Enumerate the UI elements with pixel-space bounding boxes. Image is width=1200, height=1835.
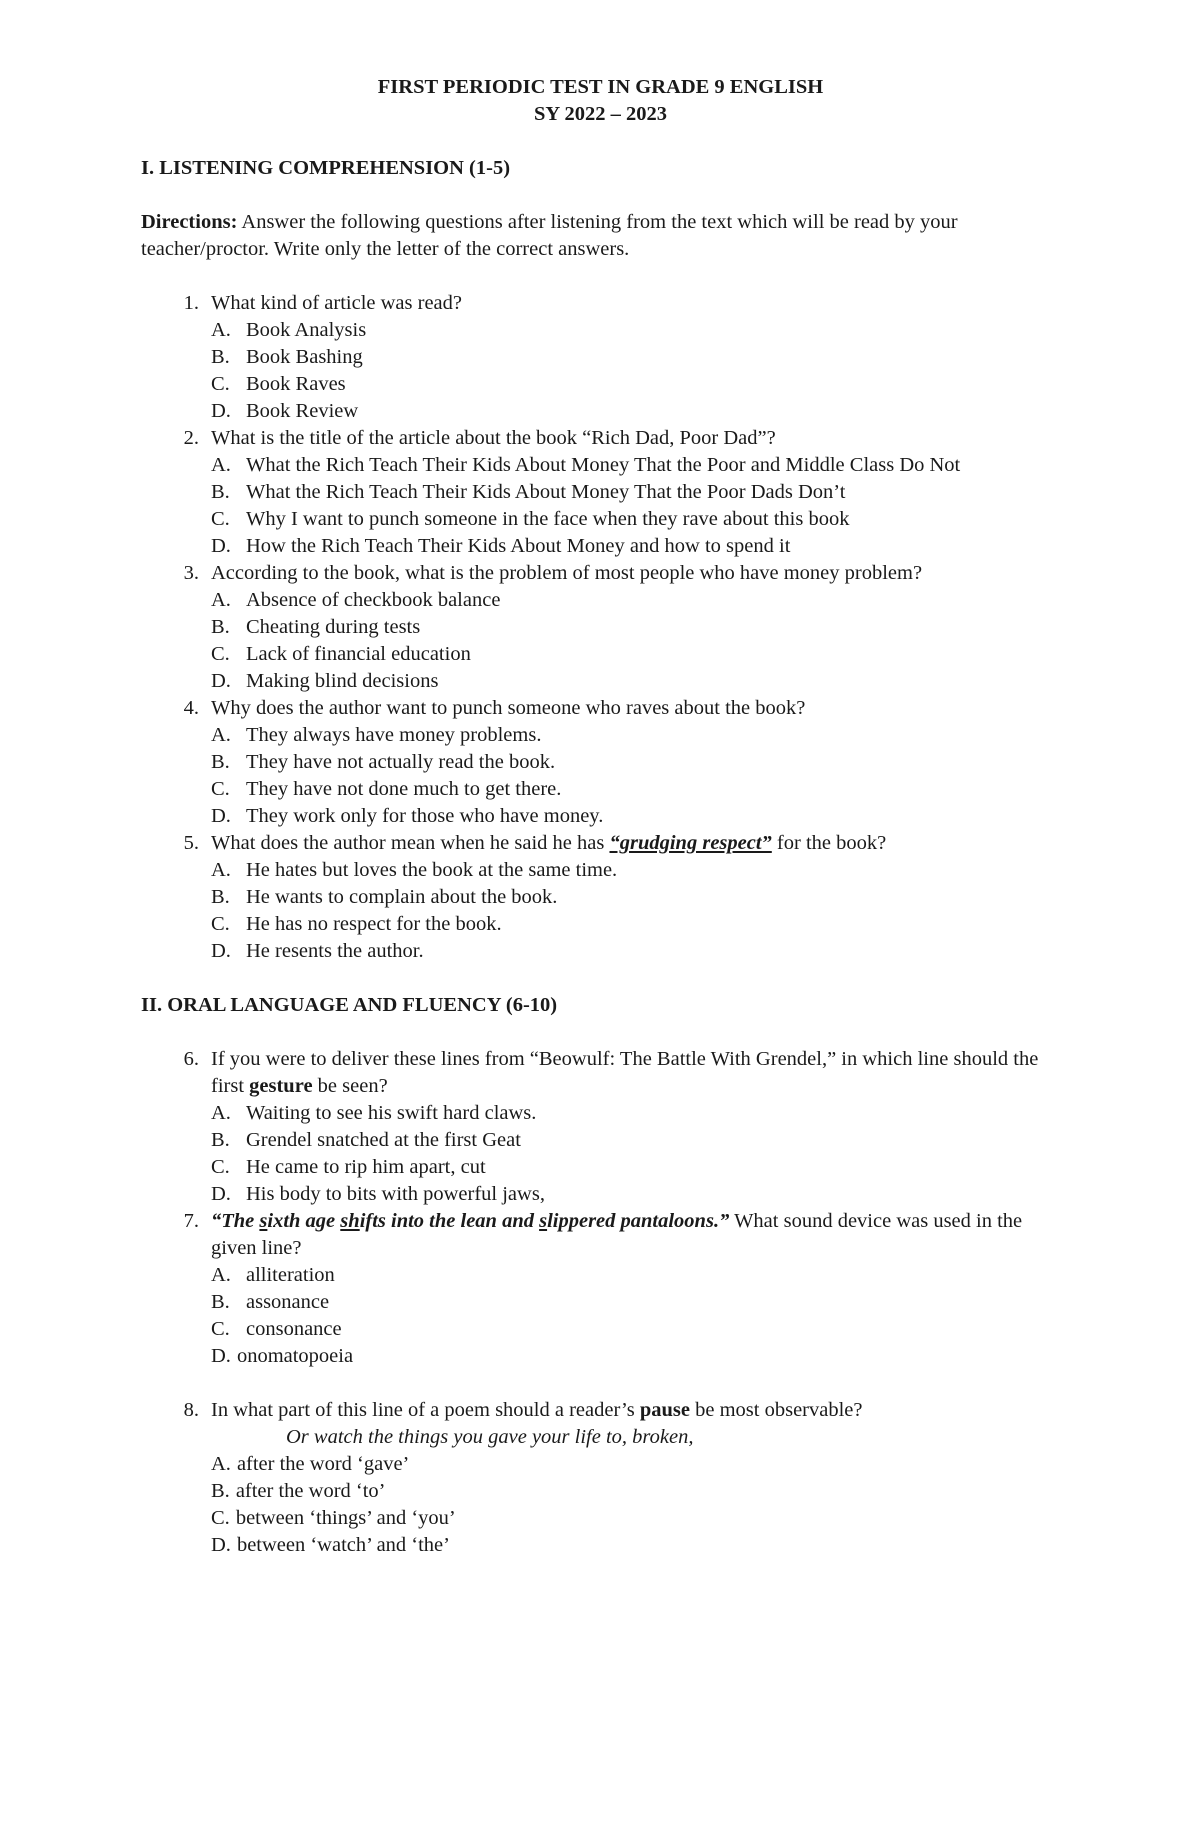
quote-part: “The <box>211 1210 260 1232</box>
question-text <box>211 830 1060 857</box>
option-7b <box>141 1289 1060 1316</box>
option-text: Book Analysis <box>246 319 367 341</box>
option-text: onomatopoeia <box>236 1345 354 1367</box>
question-number: 3. <box>183 562 199 584</box>
option-letter: B. <box>211 346 230 368</box>
option-text: alliteration <box>246 1264 335 1286</box>
option-letter: D. <box>211 400 231 422</box>
option-letter: C. <box>211 373 230 395</box>
option-3c <box>141 641 1060 668</box>
option-text: Cheating during tests <box>246 616 421 638</box>
quote-part: ifts into the lean and <box>359 1210 540 1232</box>
directions-text: Answer the following questions after listening from the text which will be read by your teacher/proctor. Write only the letter of the correct answers. <box>141 211 958 260</box>
option-letter: A. <box>211 724 231 746</box>
option-text: He wants to complain about the book. <box>246 886 558 908</box>
underlined-sound: s <box>539 1210 548 1232</box>
option-letter: B. <box>211 481 230 503</box>
quoted-line <box>211 1210 729 1232</box>
option-text: What the Rich Teach Their Kids About Money That the Poor Dads Don’t <box>246 481 846 503</box>
option-letter: D. <box>211 670 231 692</box>
option-4b <box>141 749 1060 776</box>
option-4a <box>141 722 1060 749</box>
option-letter: B. <box>211 616 230 638</box>
option-text: between ‘things’ and ‘you’ <box>235 1507 456 1529</box>
option-text: He came to rip him apart, cut <box>246 1156 486 1178</box>
option-1c <box>141 371 1060 398</box>
option-letter: D. <box>211 1183 231 1205</box>
option-text: between ‘watch’ and ‘the’ <box>236 1534 450 1556</box>
option-4c <box>141 776 1060 803</box>
option-text: Lack of financial education <box>246 643 471 665</box>
option-letter: C. <box>211 1156 230 1178</box>
option-6c <box>141 1154 1060 1181</box>
bold-keyword: gesture <box>249 1075 313 1097</box>
option-letter: A. <box>211 454 231 476</box>
option-text: assonance <box>246 1291 330 1313</box>
underlined-sound: sh <box>340 1210 360 1232</box>
question-text-part: What does the author mean when he said he has <box>211 832 610 854</box>
question-number: 1. <box>183 292 199 314</box>
option-6a <box>141 1100 1060 1127</box>
option-text: How the Rich Teach Their Kids About Money and how to spend it <box>246 535 791 557</box>
option-letter: C. <box>211 1318 230 1340</box>
option-2a <box>141 452 1060 479</box>
question-text <box>211 1046 1060 1100</box>
option-text: They work only for those who have money. <box>246 805 604 827</box>
option-letter: D. <box>211 805 231 827</box>
option-8a <box>141 1451 1060 1478</box>
option-letter: D. <box>211 1345 231 1367</box>
question-text-part: In what part of this line of a poem should a reader’s <box>211 1399 640 1421</box>
option-6d <box>141 1181 1060 1208</box>
option-letter: A. <box>211 319 231 341</box>
option-1d <box>141 398 1060 425</box>
option-8b <box>141 1478 1060 1505</box>
question-1 <box>141 290 1060 317</box>
option-letter: A. <box>211 1264 231 1286</box>
question-text <box>211 1397 1060 1424</box>
question-number: 4. <box>183 697 199 719</box>
question-text-part: If you were to deliver these lines from “Beowulf: The Battle With Grendel,” in which line should the first <box>211 1048 1039 1097</box>
option-3d <box>141 668 1060 695</box>
option-letter: A. <box>211 1102 231 1124</box>
section-1-heading: I. LISTENING COMPREHENSION (1-5) <box>141 157 511 179</box>
option-6b <box>141 1127 1060 1154</box>
option-3b <box>141 614 1060 641</box>
option-text: after the word ‘to’ <box>235 1480 386 1502</box>
option-5d <box>141 938 1060 965</box>
option-letter: D. <box>211 535 231 557</box>
option-letter: B. <box>211 886 230 908</box>
option-letter: B. <box>211 751 230 773</box>
option-letter: C. <box>211 913 230 935</box>
option-letter: A. <box>211 859 231 881</box>
question-5 <box>141 830 1060 857</box>
underlined-sound: s <box>259 1210 268 1232</box>
option-text: Waiting to see his swift hard claws. <box>246 1102 537 1124</box>
question-number: 7. <box>183 1210 199 1232</box>
option-letter: A. <box>211 589 231 611</box>
option-5c <box>141 911 1060 938</box>
option-letter: C. <box>211 1507 230 1529</box>
question-number: 2. <box>183 427 199 449</box>
question-text-part: be most observable? <box>690 1399 863 1421</box>
option-text: Book Raves <box>246 373 346 395</box>
option-7d <box>141 1343 1060 1370</box>
option-letter: D. <box>211 940 231 962</box>
option-text: Absence of checkbook balance <box>246 589 501 611</box>
option-text: He resents the author. <box>246 940 424 962</box>
option-text: He hates but loves the book at the same time. <box>246 859 618 881</box>
directions <box>141 209 1060 263</box>
emphasized-phrase: “grudging respect” <box>609 832 772 854</box>
option-text: after the word ‘gave’ <box>236 1453 410 1475</box>
option-letter: C. <box>211 508 230 530</box>
option-7a <box>141 1262 1060 1289</box>
option-letter: B. <box>211 1129 230 1151</box>
question-4 <box>141 695 1060 722</box>
question-text-part: be seen? <box>312 1075 388 1097</box>
option-letter: C. <box>211 778 230 800</box>
question-number: 6. <box>183 1048 199 1070</box>
quote-part: ixth age <box>267 1210 341 1232</box>
option-text: Why I want to punch someone in the face when they rave about this book <box>246 508 850 530</box>
question-text-part: What sound device was used in the given line? <box>211 1210 1023 1259</box>
question-text: According to the book, what is the problem of most people who have money problem? <box>211 562 923 584</box>
option-letter: D. <box>211 1534 231 1556</box>
question-text: What is the title of the article about the book “Rich Dad, Poor Dad”? <box>211 427 776 449</box>
question-number: 5. <box>183 832 199 854</box>
section-2-heading: II. ORAL LANGUAGE AND FLUENCY (6-10) <box>141 994 558 1016</box>
option-1b <box>141 344 1060 371</box>
option-letter: A. <box>211 1453 231 1475</box>
question-3 <box>141 560 1060 587</box>
option-text: His body to bits with powerful jaws, <box>246 1183 545 1205</box>
question-number: 8. <box>183 1399 199 1421</box>
option-4d <box>141 803 1060 830</box>
option-2c <box>141 506 1060 533</box>
question-text: Why does the author want to punch someone who raves about the book? <box>211 697 806 719</box>
option-5a <box>141 857 1060 884</box>
option-7c <box>141 1316 1060 1343</box>
option-text: consonance <box>246 1318 342 1340</box>
option-text: What the Rich Teach Their Kids About Money That the Poor and Middle Class Do Not <box>246 454 961 476</box>
question-6 <box>141 1046 1060 1100</box>
bold-keyword: pause <box>639 1399 690 1421</box>
option-text: They have not done much to get there. <box>246 778 562 800</box>
quote-part: lippered pantaloons.” <box>547 1210 730 1232</box>
option-letter: B. <box>211 1291 230 1313</box>
option-text: Book Review <box>246 400 359 422</box>
option-8c <box>141 1505 1060 1532</box>
option-8d <box>141 1532 1060 1559</box>
option-3a <box>141 587 1060 614</box>
poem-line: Or watch the things you gave your life to, broken, <box>286 1426 694 1448</box>
test-title: FIRST PERIODIC TEST IN GRADE 9 ENGLISH <box>377 76 824 98</box>
question-text: What kind of article was read? <box>211 292 463 314</box>
option-1a <box>141 317 1060 344</box>
option-2d <box>141 533 1060 560</box>
option-2b <box>141 479 1060 506</box>
question-8 <box>141 1397 1060 1424</box>
option-text: Grendel snatched at the first Geat <box>246 1129 521 1151</box>
option-text: He has no respect for the book. <box>246 913 502 935</box>
question-2 <box>141 425 1060 452</box>
option-text: Book Bashing <box>246 346 363 368</box>
option-letter: C. <box>211 643 230 665</box>
question-7 <box>141 1208 1060 1262</box>
question-text-part: for the book? <box>771 832 887 854</box>
question-text <box>211 1208 1060 1262</box>
option-text: They always have money problems. <box>246 724 542 746</box>
option-letter: B. <box>211 1480 230 1502</box>
option-5b <box>141 884 1060 911</box>
directions-label: Directions: <box>141 211 238 233</box>
option-text: Making blind decisions <box>246 670 439 692</box>
school-year: SY 2022 – 2023 <box>533 103 668 125</box>
option-text: They have not actually read the book. <box>246 751 556 773</box>
